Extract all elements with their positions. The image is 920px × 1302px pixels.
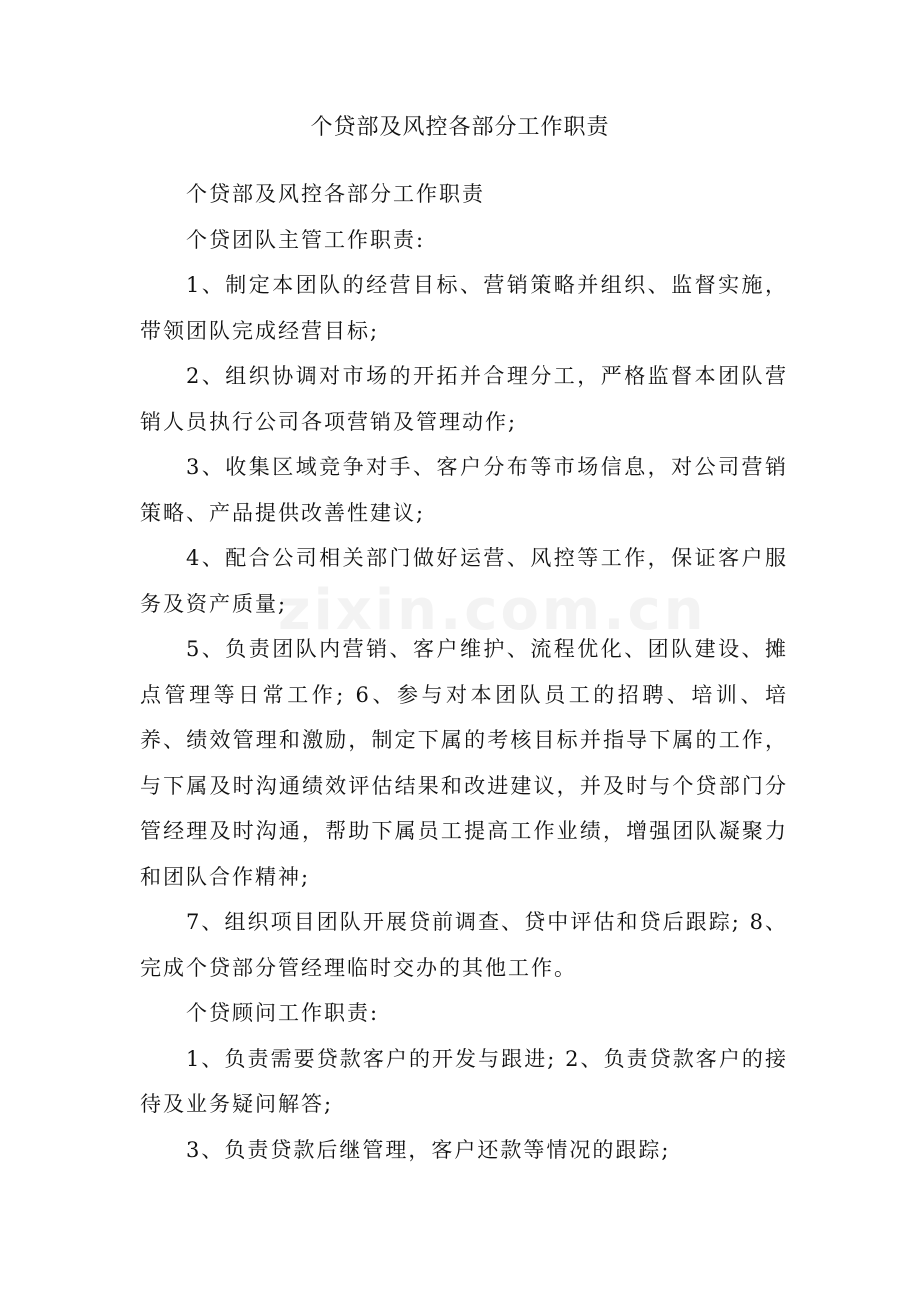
paragraph: 7、组织项目团队开展贷前调查、贷中评估和贷后跟踪; 8、完成个贷部分管经理临时交办的其他工作。	[140, 910, 788, 980]
paragraph: 1、负责需要贷款客户的开发与跟进; 2、负责贷款客户的接待及业务疑问解答;	[140, 1046, 788, 1116]
watermark: zixin.com.cn	[278, 578, 707, 643]
section-heading-consultant: 个贷顾问工作职责:	[186, 1001, 380, 1025]
document-title: 个贷部及风控各部分工作职责	[310, 115, 610, 140]
section-heading-team-lead: 个贷团队主管工作职责:	[186, 227, 426, 252]
paragraph: 1、制定本团队的经营目标、营销策略并组织、监督实施，带领团队完成经营目标;	[140, 273, 788, 343]
paragraph: 5、负责团队内营销、客户维护、流程优化、团队建设、摊点管理等日常工作; 6、参与对本团队员工的招聘、培训、培养、绩效管理和激励，制定下属的考核目标并指导下属的工作，与下属及时沟通绩效评估结果和改进建议，并及时与个贷部门分管经理及时沟通，帮助下属员工提高工作业绩，增强团队凝聚力和团队合作精神;	[140, 637, 788, 889]
paragraph: 2、组织协调对市场的开拓并合理分工，严格监督本团队营销人员执行公司各项营销及管理动作;	[140, 364, 788, 434]
paragraph: 3、负责贷款后继管理，客户还款等情况的跟踪;	[186, 1137, 671, 1162]
paragraph: 4、配合公司相关部门做好运营、风控等工作，保证客户服务及资产质量;	[140, 546, 788, 616]
paragraph: 3、收集区域竞争对手、客户分布等市场信息，对公司营销策略、产品提供改善性建议;	[140, 455, 788, 525]
document-body	[140, 172, 788, 1173]
paragraph-heading: 个贷部及风控各部分工作职责	[186, 182, 485, 206]
